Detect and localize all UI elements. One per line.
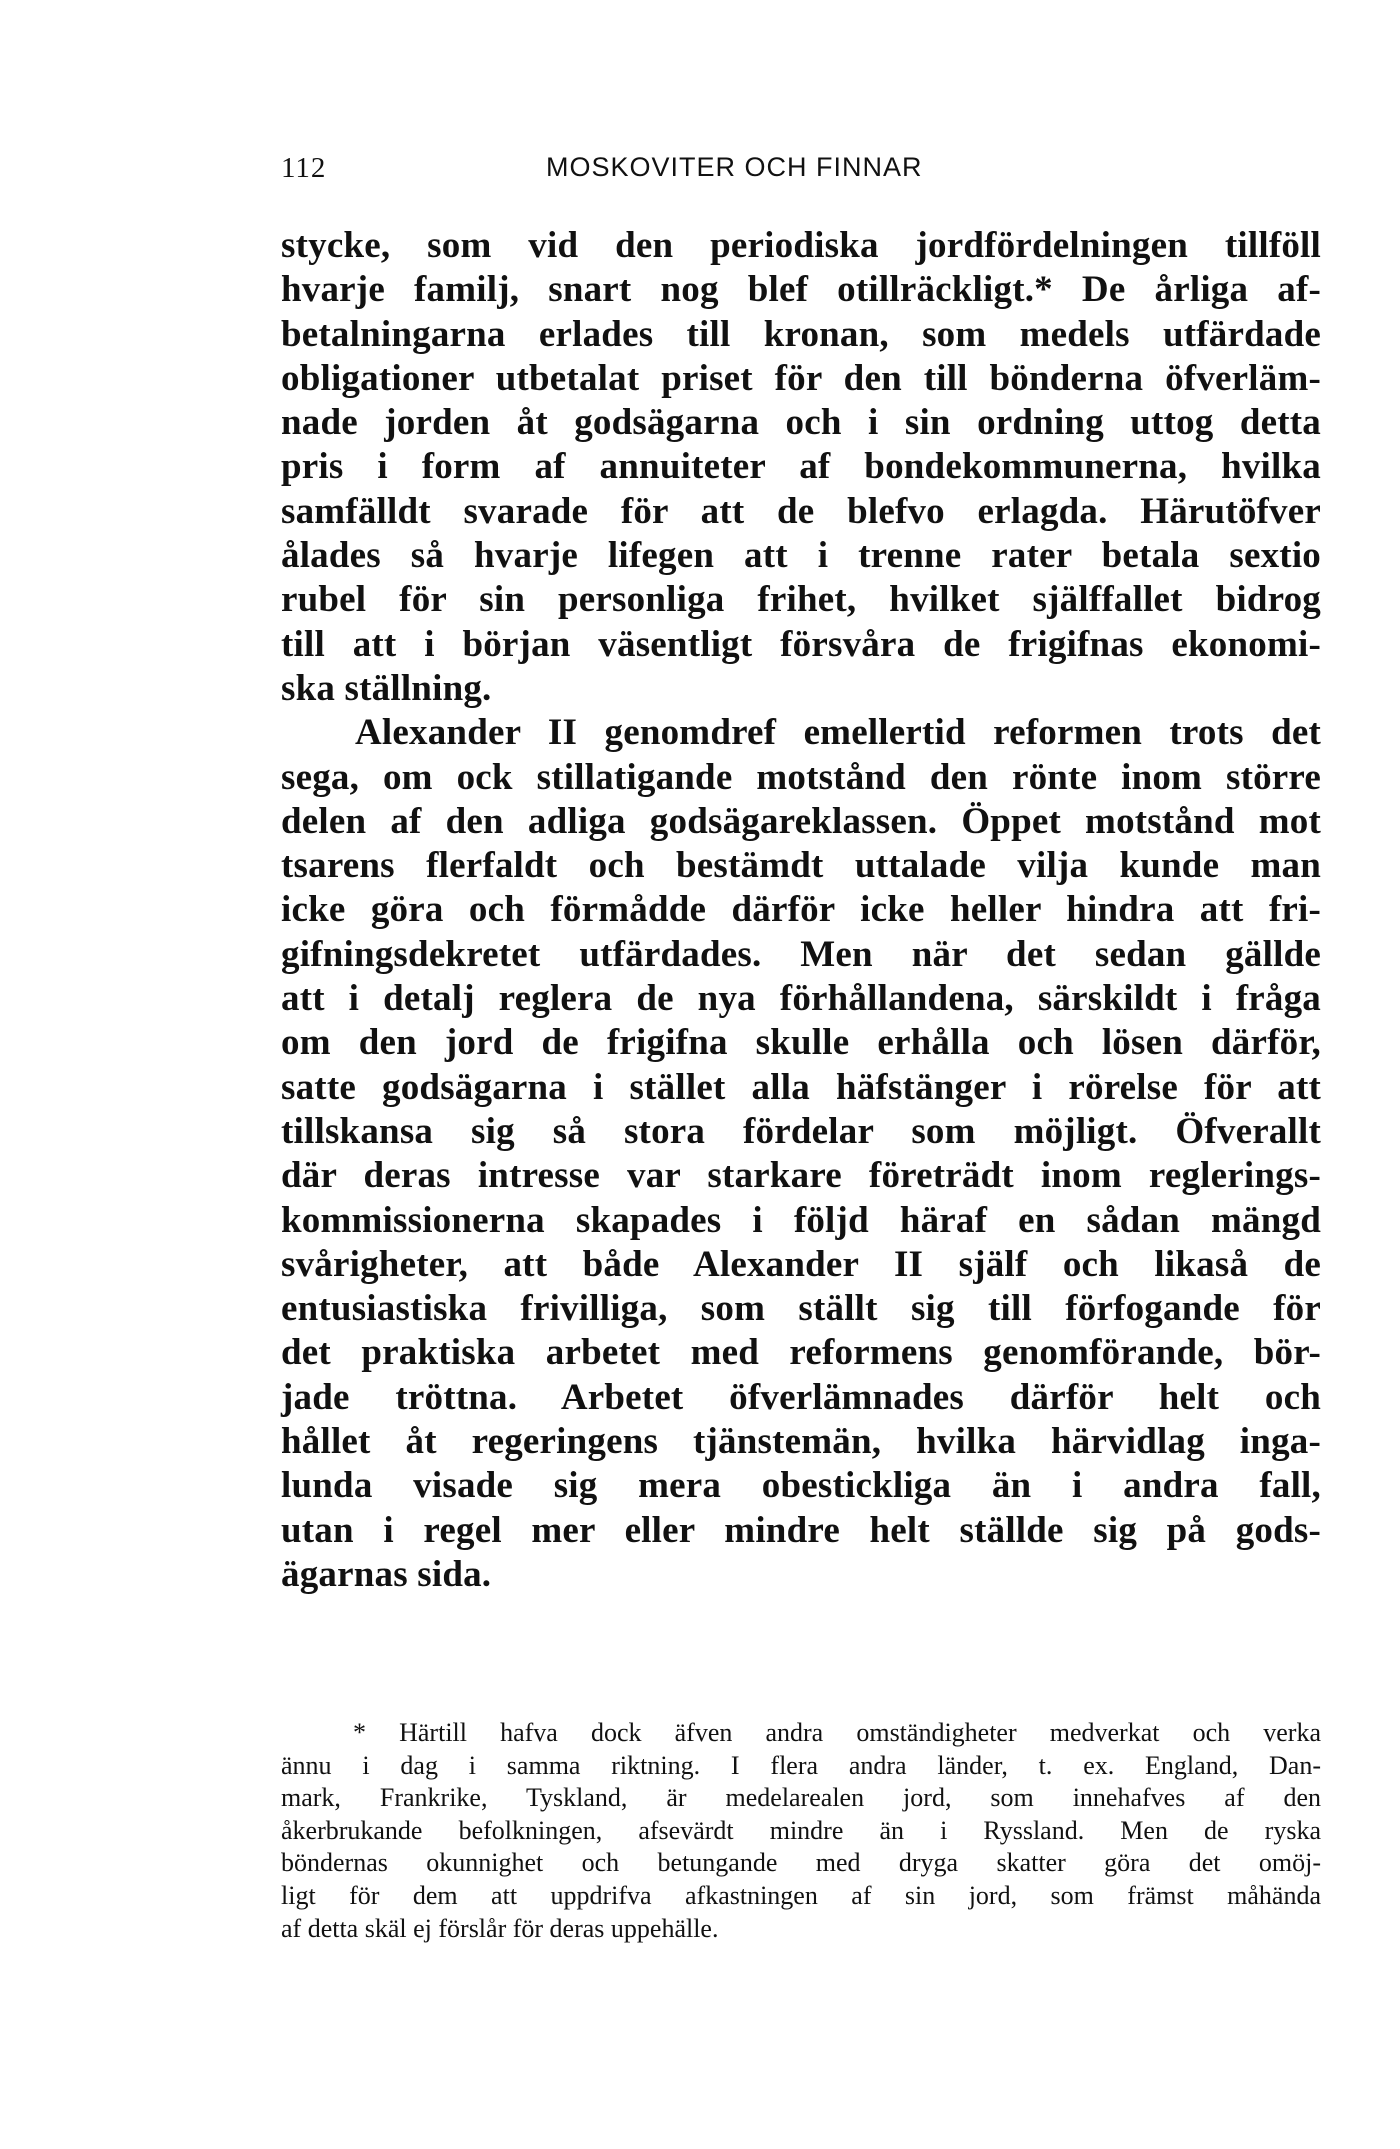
text-line: där deras intresse var starkare företrädt inom reglerings-: [281, 1155, 1321, 1197]
footnote-line: åkerbrukande befolkningen, afsevärdt mindre än i Ryssland. Men de ryska: [281, 1815, 1321, 1845]
footnote-line: ännu i dag i samma riktning. I flera andra länder, t. ex. England, Dan-: [281, 1750, 1321, 1780]
running-head: [281, 152, 1321, 192]
footnote-line: * Härtill hafva dock äfven andra omständigheter medverkat och verka: [353, 1718, 1321, 1747]
text-line: stycke, som vid den periodiska jordfördelningen tillföll: [281, 225, 1321, 266]
footnote-line: ligt för dem att uppdrifva afkastningen af sin jord, som främst måhända: [281, 1880, 1321, 1910]
text-line: ska ställning.: [281, 667, 492, 709]
page-number: 112: [281, 152, 327, 184]
text-line: entusiastiska frivilliga, som ställt sig till förfogande för: [281, 1288, 1321, 1330]
text-line: lunda visade sig mera obestickliga än i andra fall,: [281, 1465, 1321, 1507]
text-line: icke göra och förmådde därför icke heller hindra att fri-: [281, 889, 1321, 931]
text-line: obligationer utbetalat priset för den till bönderna öfverläm-: [281, 357, 1321, 399]
footnote-line: böndernas okunnighet och betungande med dryga skatter göra det omöj-: [281, 1848, 1321, 1878]
text-line: utan i regel mer eller mindre helt ställde sig på gods-: [281, 1509, 1321, 1551]
text-line: Alexander II genomdref emellertid reformen trots det: [355, 712, 1321, 754]
footnote-line: af detta skäl ej förslår för deras uppehälle.: [281, 1913, 719, 1943]
text-line: betalningarna erlades till kronan, som medels utfärdade: [281, 313, 1321, 355]
text-line: om den jord de frigifna skulle erhålla och lösen därför,: [281, 1022, 1321, 1064]
text-line: pris i form af annuiteter af bondekommunerna, hvilka: [281, 446, 1321, 488]
body-text: [281, 224, 1321, 1597]
text-line: gifningsdekretet utfärdades. Men när det sedan gällde: [281, 933, 1321, 975]
text-line: delen af den adliga godsägareklassen. Öppet motstånd mot: [281, 800, 1321, 842]
text-line: hållet åt regeringens tjänstemän, hvilka härvidlag inga-: [281, 1421, 1321, 1463]
text-line: tillskansa sig så stora fördelar som möjligt. Öfverallt: [281, 1110, 1321, 1152]
text-line: att i detalj reglera de nya förhållandena, särskildt i fråga: [281, 978, 1321, 1020]
text-line: ägarnas sida.: [281, 1553, 492, 1595]
text-line: ålades så hvarje lifegen att i trenne rater betala sextio: [281, 535, 1321, 577]
text-line: tsarens flerfaldt och bestämdt uttalade vilja kunde man: [281, 845, 1321, 887]
text-line: hvarje familj, snart nog blef otillräckligt.* De årliga af-: [281, 269, 1321, 311]
text-line: jade tröttna. Arbetet öfverlämnades därför helt och: [281, 1376, 1321, 1418]
text-line: till att i början väsentligt försvåra de frigifnas ekonomi-: [281, 623, 1321, 665]
running-title: MOSKOVITER OCH FINNAR: [546, 152, 923, 182]
text-line: satte godsägarna i stället alla häfstänger i rörelse för att: [281, 1066, 1321, 1108]
text-line: samfälldt svarade för att de blefvo erlagda. Härutöfver: [281, 490, 1321, 532]
paragraph-2: [281, 711, 1321, 1597]
text-line: nade jorden åt godsägarna och i sin ordning uttog detta: [281, 402, 1321, 444]
text-line: det praktiska arbetet med reformens genomförande, bör-: [281, 1332, 1321, 1374]
text-line: svårigheter, att både Alexander II själf och likaså de: [281, 1243, 1321, 1285]
footnote-line: mark, Frankrike, Tyskland, är medelarealen jord, som innehafves af den: [281, 1783, 1321, 1813]
text-line: kommissionerna skapades i följd häraf en sådan mängd: [281, 1199, 1321, 1241]
text-line: rubel för sin personliga frihet, hvilket själffallet bidrog: [281, 579, 1321, 621]
paragraph-1: [281, 224, 1321, 711]
text-line: sega, om ock stillatigande motstånd den rönte inom större: [281, 756, 1321, 798]
footnote: [281, 1717, 1321, 1945]
